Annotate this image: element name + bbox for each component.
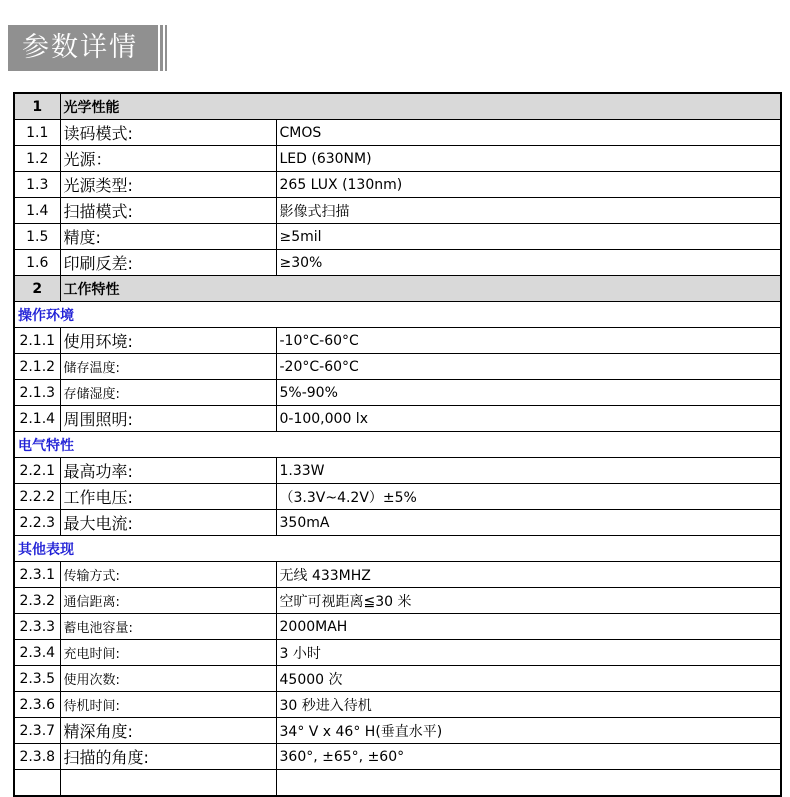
- row-label: 印刷反差:: [60, 250, 276, 276]
- subsection-title: 操作环境: [14, 302, 781, 328]
- row-label: 使用环境:: [60, 328, 276, 354]
- row-value: 无线 433MHZ: [276, 562, 781, 588]
- subsection-title: 其他表现: [14, 536, 781, 562]
- row-value: 30 秒进入待机: [276, 692, 781, 718]
- table-row: [14, 614, 781, 640]
- row-number: 1.4: [14, 198, 60, 224]
- row-number: 2.3.3: [14, 614, 60, 640]
- row-number: 2.1.2: [14, 354, 60, 380]
- row-number: 2.3.6: [14, 692, 60, 718]
- row-value: 350mA: [276, 510, 781, 536]
- row-value: 360°, ±65°, ±60°: [276, 744, 781, 770]
- row-label: 工作电压:: [60, 484, 276, 510]
- row-value: 影像式扫描: [276, 198, 781, 224]
- row-number: [14, 770, 60, 797]
- row-number: 2.1.4: [14, 406, 60, 432]
- row-label: [60, 770, 276, 797]
- row-number: 2.3.2: [14, 588, 60, 614]
- row-value: 265 LUX (130nm): [276, 172, 781, 198]
- table-row: [14, 120, 781, 146]
- row-number: 1.1: [14, 120, 60, 146]
- section-row-working: [14, 276, 781, 302]
- row-value: LED (630NM): [276, 146, 781, 172]
- row-label: 光源类型:: [60, 172, 276, 198]
- row-value: 5%-90%: [276, 380, 781, 406]
- row-value: 45000 次: [276, 666, 781, 692]
- table-row: [14, 458, 781, 484]
- row-number: 2.2.2: [14, 484, 60, 510]
- row-label: 储存温度:: [60, 354, 276, 380]
- table-row: [14, 224, 781, 250]
- row-value: -20°C-60°C: [276, 354, 781, 380]
- table-row: [14, 250, 781, 276]
- row-value: 空旷可视距离≦30 米: [276, 588, 781, 614]
- row-value: -10°C-60°C: [276, 328, 781, 354]
- row-number: 2.3.8: [14, 744, 60, 770]
- row-number: 2.3.5: [14, 666, 60, 692]
- row-label: 扫描的角度:: [60, 744, 276, 770]
- header-decor-bar: [160, 25, 163, 71]
- row-label: 扫描模式:: [60, 198, 276, 224]
- row-value: CMOS: [276, 120, 781, 146]
- section-title: 工作特性: [60, 276, 781, 302]
- row-label: 使用次数:: [60, 666, 276, 692]
- row-value: 2000MAH: [276, 614, 781, 640]
- row-number: 1.5: [14, 224, 60, 250]
- row-label: 传输方式:: [60, 562, 276, 588]
- table-row: [14, 198, 781, 224]
- row-label: 读码模式:: [60, 120, 276, 146]
- row-number: 2.2.1: [14, 458, 60, 484]
- row-value: 3 小时: [276, 640, 781, 666]
- row-number: 2.1.1: [14, 328, 60, 354]
- table-row: [14, 406, 781, 432]
- section-number: 2: [14, 276, 60, 302]
- row-label: 精度:: [60, 224, 276, 250]
- table-row: [14, 328, 781, 354]
- row-number: 1.2: [14, 146, 60, 172]
- row-number: 1.6: [14, 250, 60, 276]
- table-row: [14, 744, 781, 770]
- header-decor-bar: [165, 25, 167, 71]
- row-label: 通信距离:: [60, 588, 276, 614]
- row-value: 0-100,000 lx: [276, 406, 781, 432]
- subsection-title: 电气特性: [14, 432, 781, 458]
- row-label: 光源：: [60, 146, 276, 172]
- table-row: [14, 484, 781, 510]
- row-label: 精深角度:: [60, 718, 276, 744]
- spec-table: [13, 92, 782, 797]
- table-row: [14, 640, 781, 666]
- table-row: [14, 146, 781, 172]
- row-label: 蓄电池容量:: [60, 614, 276, 640]
- row-label: 充电时间:: [60, 640, 276, 666]
- row-label: 最大电流:: [60, 510, 276, 536]
- table-row: [14, 666, 781, 692]
- row-value: 34° V x 46° H(垂直水平): [276, 718, 781, 744]
- row-number: 2.1.3: [14, 380, 60, 406]
- table-row: [14, 588, 781, 614]
- row-number: 2.3.7: [14, 718, 60, 744]
- row-number: 2.2.3: [14, 510, 60, 536]
- subsection-row: [14, 302, 781, 328]
- subsection-row: [14, 432, 781, 458]
- row-number: 2.3.4: [14, 640, 60, 666]
- row-number: 1.3: [14, 172, 60, 198]
- section-row-optical: [14, 93, 781, 120]
- row-number: 2.3.1: [14, 562, 60, 588]
- table-row: [14, 510, 781, 536]
- page-title: 参数详情: [8, 25, 158, 71]
- row-value: [276, 770, 781, 797]
- table-row: [14, 354, 781, 380]
- row-value: ≥30%: [276, 250, 781, 276]
- row-label: 待机时间:: [60, 692, 276, 718]
- row-label: 最高功率:: [60, 458, 276, 484]
- table-row: [14, 692, 781, 718]
- row-value: ≥5mil: [276, 224, 781, 250]
- row-label: 存储湿度:: [60, 380, 276, 406]
- table-row: [14, 718, 781, 744]
- section-title: 光学性能: [60, 93, 781, 120]
- row-value: 1.33W: [276, 458, 781, 484]
- subsection-row: [14, 536, 781, 562]
- section-number: 1: [14, 93, 60, 120]
- row-label: 周围照明:: [60, 406, 276, 432]
- table-row: [14, 562, 781, 588]
- table-row: [14, 172, 781, 198]
- table-row-empty: [14, 770, 781, 797]
- row-value: （3.3V~4.2V）±5%: [276, 484, 781, 510]
- table-row: [14, 380, 781, 406]
